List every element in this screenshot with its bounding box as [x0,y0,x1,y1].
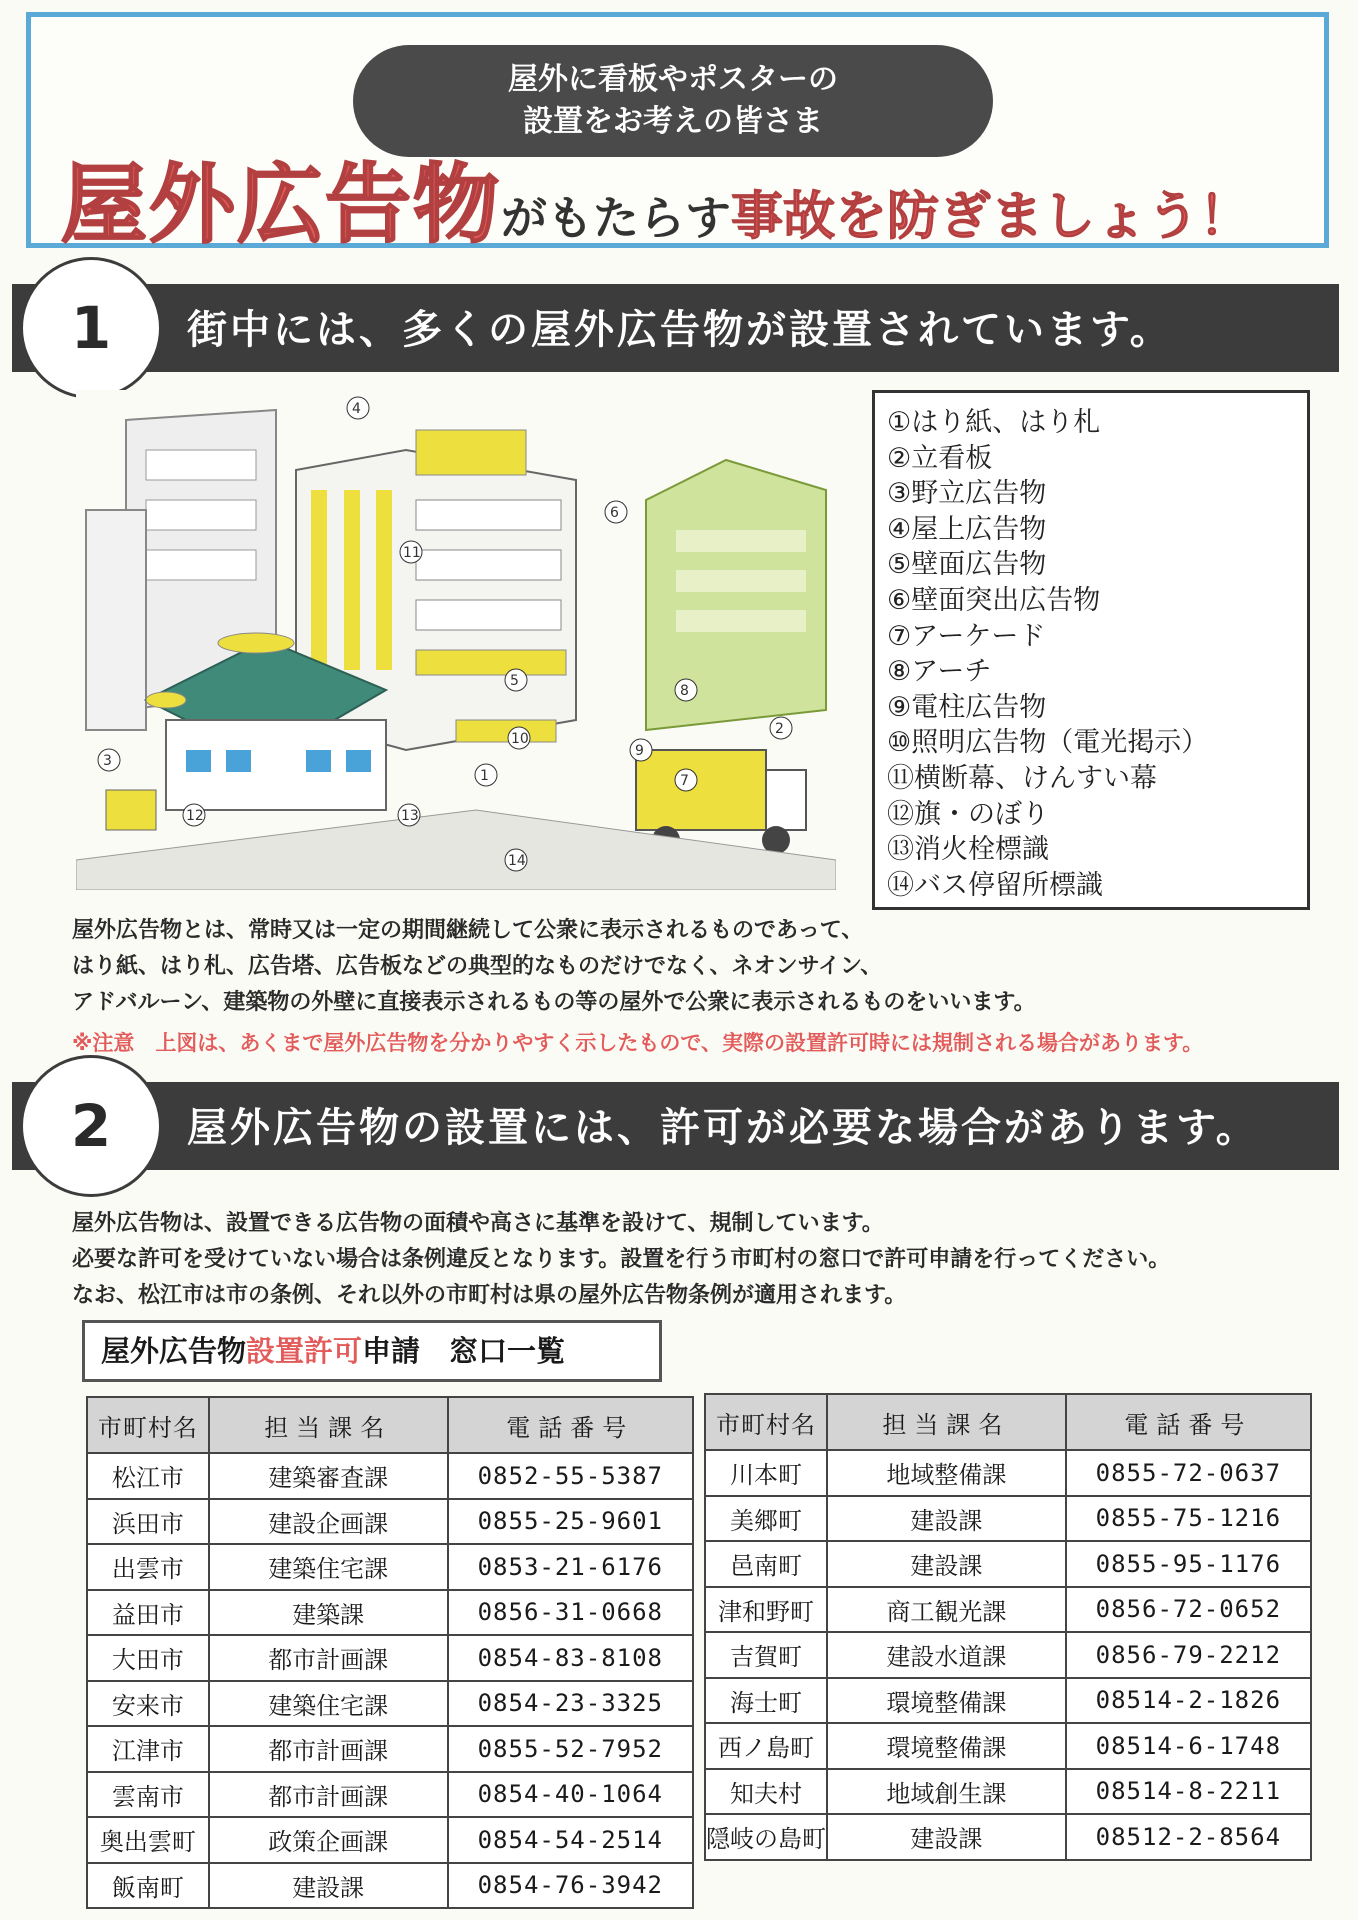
tel-cell: 0854-83-8108 [448,1635,693,1681]
svg-text:9: 9 [635,743,644,759]
table-row [705,1723,1311,1769]
title-red: 事故を防ぎましょう！ [731,187,1252,247]
paragraph-line: 必要な許可を受けていない場合は条例違反となります。設置を行う市町村の窓口で許可申請を行ってください。 [72,1247,1171,1272]
svg-text:2: 2 [775,721,784,737]
legend-item: ⑤壁面広告物 [887,549,1047,581]
section-2-paragraph [72,1206,1170,1314]
tel-cell: 0853-21-6176 [448,1544,693,1590]
pill-line-2: 設置をお考えの皆さま [523,104,823,139]
tel-cell: 0855-52-7952 [448,1726,693,1772]
legend-item: ③野立広告物 [887,478,1047,510]
contact-table-left [86,1396,694,1909]
dept-cell: 環境整備課 [827,1678,1066,1724]
legend-item: ⑬消火栓標識 [887,834,1049,866]
table-row [705,1678,1311,1724]
tel-cell: 08514-8-2211 [1066,1769,1311,1815]
green-building-icon [646,460,826,730]
city-cell: 隠岐の島町 [705,1814,827,1860]
table-row [705,1632,1311,1678]
section-2-banner [12,1082,1339,1170]
tel-cell: 0854-76-3942 [448,1863,693,1909]
tel-cell: 0855-75-1216 [1066,1496,1311,1542]
dept-cell: 建設企画課 [209,1499,448,1545]
paragraph-line: 屋外広告物は、設置できる広告物の面積や高さに基準を設けて、規制しています。 [72,1211,884,1236]
dept-cell: 都市計画課 [209,1726,448,1772]
legend-item: ⑧アーチ [887,656,992,688]
dept-cell: 商工観光課 [827,1587,1066,1633]
table-row [87,1590,693,1636]
header-tel: 電話番号 [1066,1394,1311,1450]
dept-cell: 建築住宅課 [209,1681,448,1727]
header-city: 市町村名 [705,1394,827,1450]
tel-cell: 0855-72-0637 [1066,1450,1311,1496]
dept-cell: 建築審査課 [209,1453,448,1499]
svg-text:6: 6 [610,505,619,521]
city-cell: 西ノ島町 [705,1723,827,1769]
header-city: 市町村名 [87,1397,209,1453]
city-cell: 雲南市 [87,1772,209,1818]
legend-item: ④屋上広告物 [887,513,1047,545]
city-cell: 奥出雲町 [87,1817,209,1863]
dept-cell: 都市計画課 [209,1635,448,1681]
title-big: 屋外広告物 [61,155,501,255]
dept-cell: 地域創生課 [827,1769,1066,1815]
table-row [705,1496,1311,1542]
table-header-row [705,1394,1311,1450]
legend-item: ⑪横断幕、けんすい幕 [887,762,1157,794]
city-cell: 吉賀町 [705,1632,827,1678]
dept-cell: 建設課 [209,1863,448,1909]
city-illustration [76,390,836,890]
dept-cell: 環境整備課 [827,1723,1066,1769]
tel-cell: 0856-31-0668 [448,1590,693,1636]
svg-text:3: 3 [103,753,112,769]
legend-item: ②立看板 [887,442,993,474]
legend-item: ⑫旗・のぼり [887,798,1049,830]
city-cell: 美郷町 [705,1496,827,1542]
table-row [87,1544,693,1590]
dept-cell: 建設課 [827,1814,1066,1860]
table-row [87,1499,693,1545]
table-row [87,1453,693,1499]
tel-cell: 0855-95-1176 [1066,1541,1311,1587]
city-cell: 邑南町 [705,1541,827,1587]
pill-line-1: 屋外に看板やポスターの [508,62,838,97]
section-2-title: 屋外広告物の設置には、許可が必要な場合があります。 [187,1105,1259,1151]
tel-cell: 0856-72-0652 [1066,1587,1311,1633]
city-cell: 安来市 [87,1681,209,1727]
dept-cell: 政策企画課 [209,1817,448,1863]
header-tel: 電話番号 [448,1397,693,1453]
tel-cell: 0852-55-5387 [448,1453,693,1499]
legend-item: ⑩照明広告物（電光掲示） [887,727,1209,759]
city-cell: 海士町 [705,1678,827,1724]
table-row [87,1772,693,1818]
contact-table-right [704,1393,1312,1861]
table-row [87,1817,693,1863]
paragraph-line: はり紙、はり札、広告塔、広告板などの典型的なものだけでなく、ネオンサイン、 [72,954,883,979]
section-1-number: 1 [20,257,162,399]
svg-text:5: 5 [510,673,519,689]
tel-cell: 0854-23-3325 [448,1681,693,1727]
header-panel [26,12,1329,255]
legend-item: ⑦アーケード [887,620,1046,652]
svg-text:1: 1 [480,768,489,784]
dept-cell: 建設課 [827,1541,1066,1587]
table-row [705,1769,1311,1815]
caution-note: ※注意 上図は、あくまで屋外広告物を分かりやすく示したもので、実際の設置許可時には規制される場合があります。 [72,1031,1204,1055]
section-1-banner [12,284,1339,372]
legend-item: ⑭バス停留所標識 [887,869,1103,901]
table-row [87,1863,693,1909]
svg-text:7: 7 [680,773,689,789]
section-2-number: 2 [20,1055,162,1197]
table-row [705,1450,1311,1496]
dept-cell: 建築課 [209,1590,448,1636]
svg-text:12: 12 [186,808,204,824]
svg-text:4: 4 [352,401,361,417]
svg-text:13: 13 [401,808,419,824]
list-title-highlight: 設置許可 [246,1334,363,1368]
contact-list-title [82,1320,662,1382]
legend-list [872,390,1310,910]
city-cell: 知夫村 [705,1769,827,1815]
dept-cell: 地域整備課 [827,1450,1066,1496]
svg-text:10: 10 [511,731,529,747]
header-dept: 担当課名 [827,1394,1066,1450]
city-cell: 江津市 [87,1726,209,1772]
svg-text:14: 14 [508,853,526,869]
table-header-row [87,1397,693,1453]
paragraph-line: アドバルーン、建築物の外壁に直接表示されるもの等の屋外で公衆に表示されるものをいいます。 [72,990,1036,1015]
city-cell: 津和野町 [705,1587,827,1633]
city-cell: 浜田市 [87,1499,209,1545]
svg-text:11: 11 [403,545,421,561]
city-cell: 益田市 [87,1590,209,1636]
city-cell: 川本町 [705,1450,827,1496]
table-row [705,1814,1311,1860]
list-title-part: 申請 窓口一覧 [362,1334,566,1368]
list-title-part: 屋外広告物 [101,1334,247,1368]
section-1-paragraph [72,913,1036,1021]
dept-cell: 建設課 [827,1496,1066,1542]
table-row [705,1541,1311,1587]
city-cell: 大田市 [87,1635,209,1681]
tel-cell: 08514-6-1748 [1066,1723,1311,1769]
legend-item: ⑥壁面突出広告物 [887,584,1101,616]
svg-text:8: 8 [680,683,689,699]
page-title [61,135,1251,259]
table-row [87,1681,693,1727]
dept-cell: 都市計画課 [209,1772,448,1818]
legend-item: ⑨電柱広告物 [887,691,1047,723]
legend-item: ①はり紙、はり札 [887,407,1101,438]
tel-cell: 0855-25-9601 [448,1499,693,1545]
tel-cell: 0854-54-2514 [448,1817,693,1863]
dept-cell: 建築住宅課 [209,1544,448,1590]
city-cell: 松江市 [87,1453,209,1499]
paragraph-line: なお、松江市は市の条例、それ以外の市町村は県の屋外広告物条例が適用されます。 [72,1283,907,1308]
table-row [87,1726,693,1772]
table-row [705,1587,1311,1633]
paragraph-line: 屋外広告物とは、常時又は一定の期間継続して公衆に表示されるものであって、 [72,918,864,943]
city-cell: 出雲市 [87,1544,209,1590]
tel-cell: 08514-2-1826 [1066,1678,1311,1724]
dept-cell: 建設水道課 [827,1632,1066,1678]
tel-cell: 08512-2-8564 [1066,1814,1311,1860]
table-row [87,1635,693,1681]
tel-cell: 0854-40-1064 [448,1772,693,1818]
title-mid: がもたらす [501,191,731,245]
header-dept: 担当課名 [209,1397,448,1453]
section-1-title: 街中には、多くの屋外広告物が設置されています。 [187,307,1173,353]
city-cell: 飯南町 [87,1863,209,1909]
tel-cell: 0856-79-2212 [1066,1632,1311,1678]
